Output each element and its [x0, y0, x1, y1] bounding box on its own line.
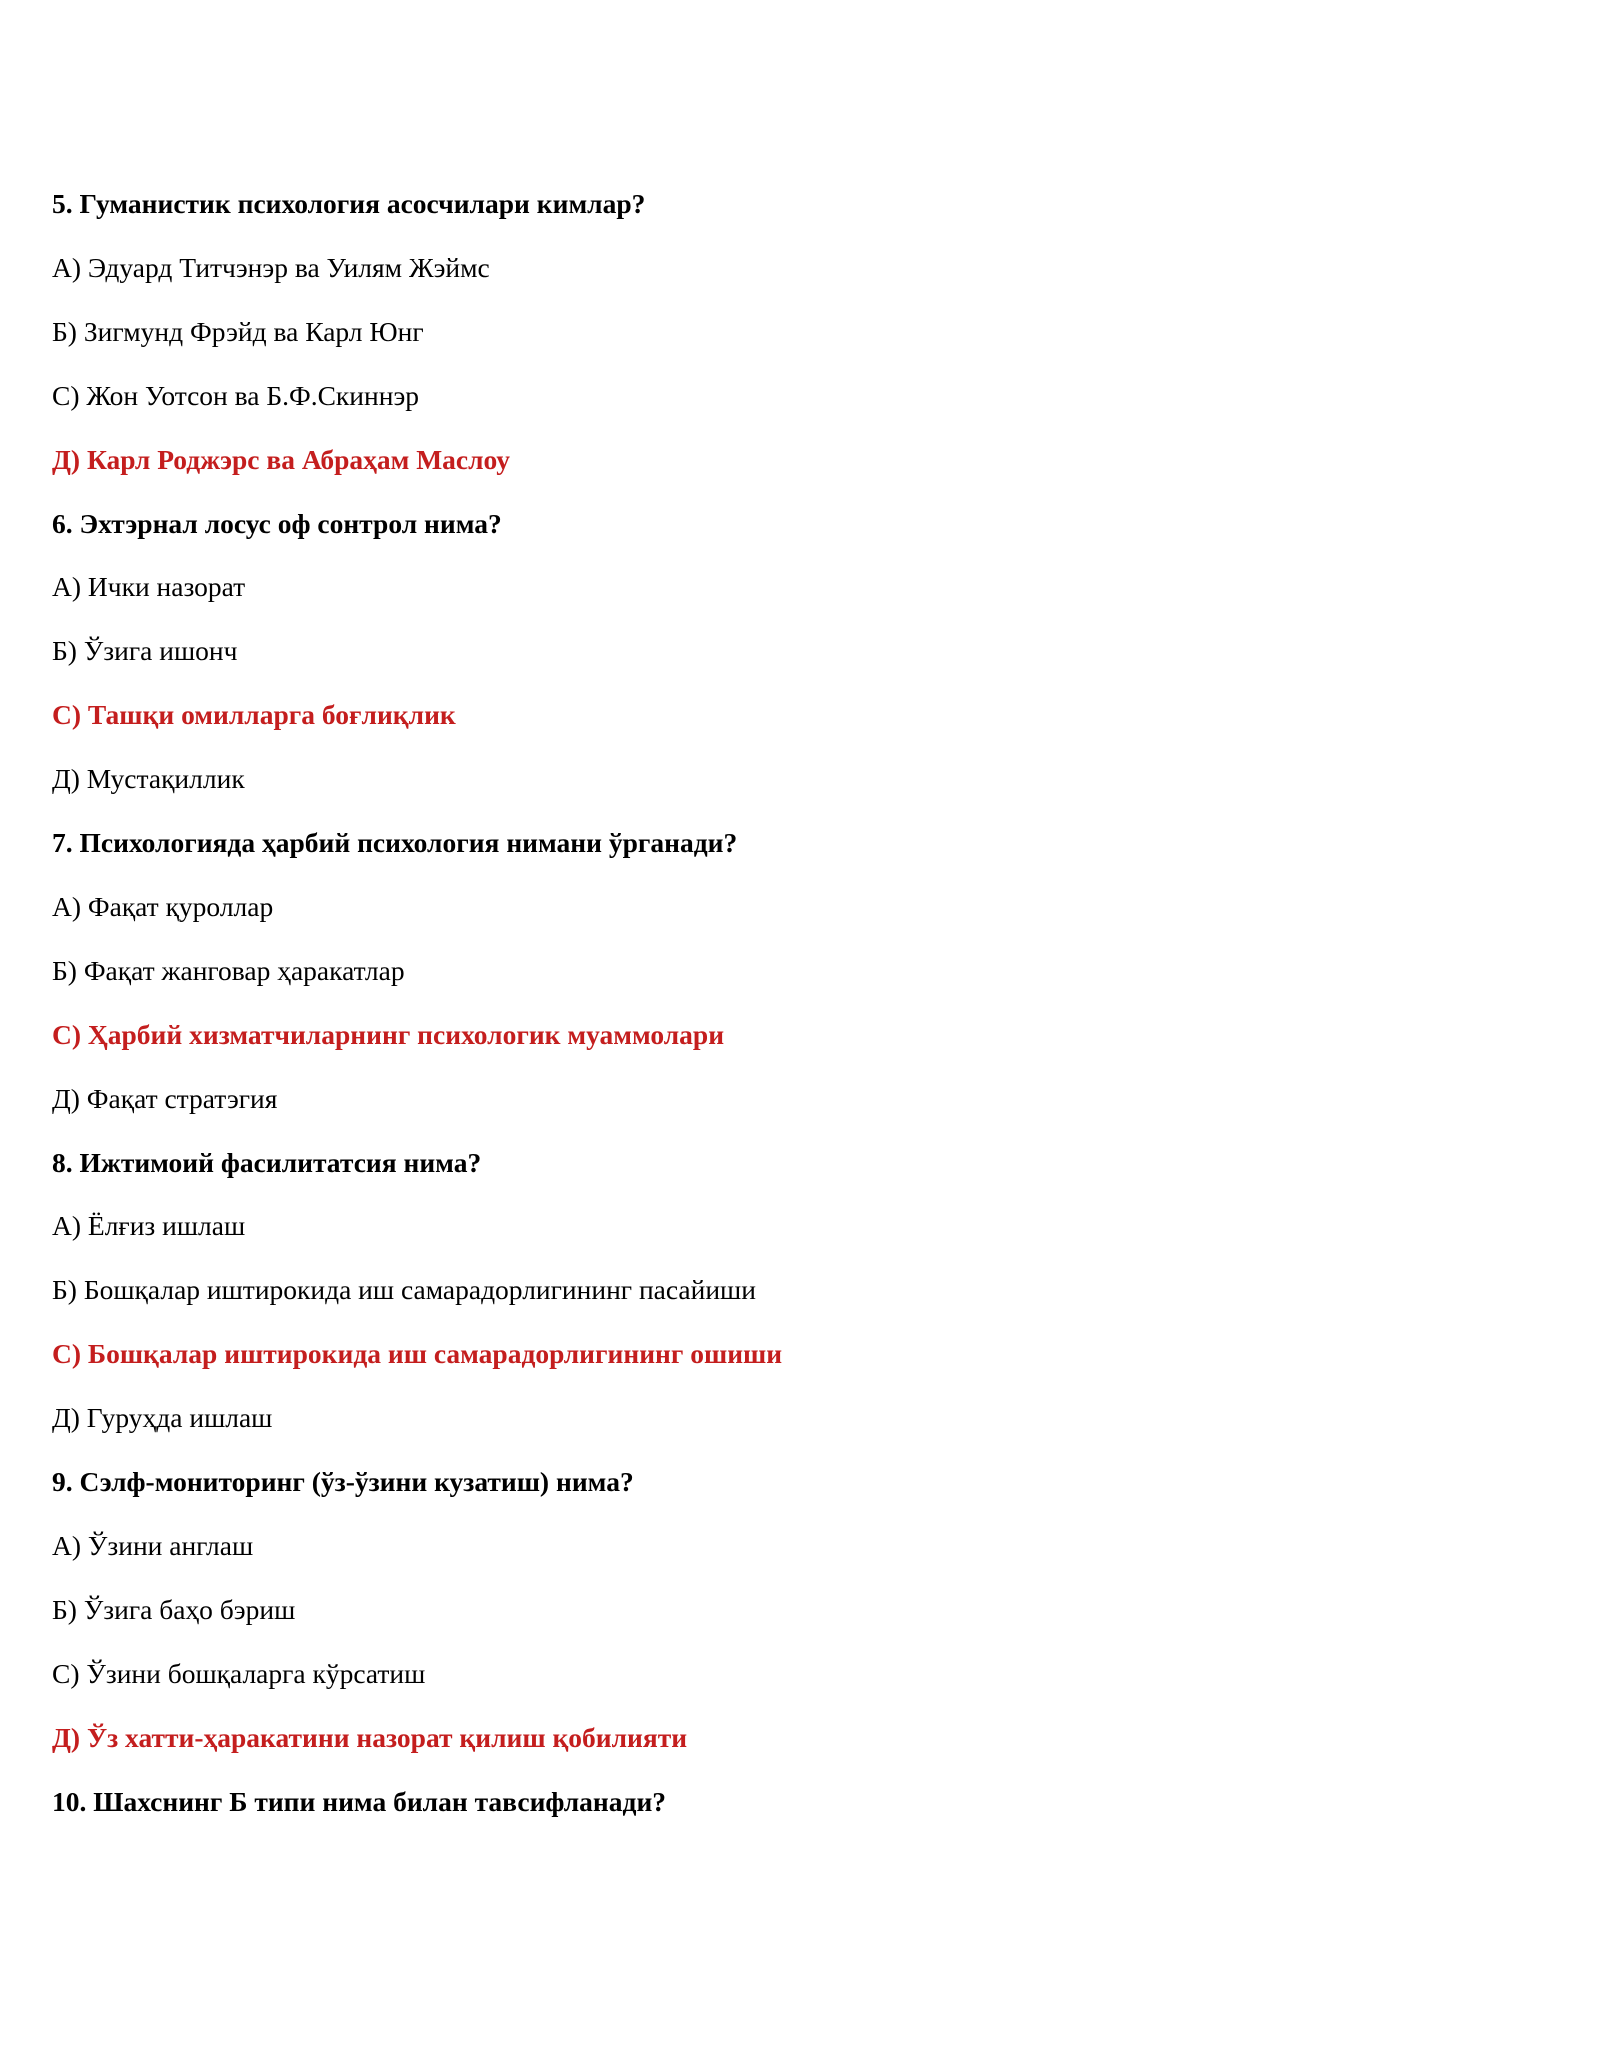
- answer-option: Д) Гуруҳда ишлаш: [52, 1402, 273, 1434]
- correct-answer-option: С) Ташқи омилларга боғлиқлик: [52, 699, 456, 731]
- correct-answer-option: С) Ҳарбий хизматчиларнинг психологик муаммолари: [52, 1018, 725, 1050]
- answer-option: А) Ўзини англаш: [52, 1529, 254, 1561]
- question-heading: 5. Гуманистик психология асосчилари кимлар?: [52, 188, 646, 219]
- answer-option: Б) Зигмунд Фрэйд ва Карл Юнг: [52, 315, 424, 347]
- answer-option: Д) Фақат стратэгия: [52, 1082, 278, 1114]
- answer-option: С) Ўзини бошқаларга кўрсатиш: [52, 1657, 426, 1689]
- question-heading: 10. Шахснинг Б типи нима билан тавсифланади?: [52, 1785, 667, 1817]
- answer-option: Б) Фақат жанговар ҳаракатлар: [52, 954, 405, 986]
- answer-option: А) Ёлғиз ишлаш: [52, 1210, 246, 1242]
- answer-option: С) Жон Уотсон ва Б.Ф.Скиннэр: [52, 379, 419, 411]
- answer-option: А) Эдуард Титчэнэр ва Уилям Жэймс: [52, 251, 490, 283]
- correct-answer-option: Д) Ўз хатти-ҳаракатини назорат қилиш қобилияти: [52, 1721, 688, 1753]
- answer-option: Д) Мустақиллик: [52, 763, 245, 795]
- answer-option: А) Фақат қуроллар: [52, 890, 274, 922]
- answer-option: А) Ички назорат: [52, 571, 246, 603]
- answer-option: Б) Бошқалар иштирокида иш самарадорлигининг пасайиши: [52, 1274, 756, 1306]
- question-heading: 7. Психологияда ҳарбий психология нимани ўрганади?: [52, 827, 738, 858]
- question-heading: 8. Ижтимоий фасилитатсия нима?: [52, 1146, 482, 1178]
- answer-option: Б) Ўзига ишонч: [52, 635, 238, 667]
- answer-option: Б) Ўзига баҳо бэриш: [52, 1593, 296, 1625]
- question-heading: 6. Эхтэрнал лосус оф сонтрол нима?: [52, 507, 502, 539]
- question-heading: 9. Сэлф-мониторинг (ўз-ўзини кузатиш) нима?: [52, 1466, 634, 1497]
- correct-answer-option: С) Бошқалар иштирокида иш самарадорлигининг ошиши: [52, 1338, 783, 1370]
- correct-answer-option: Д) Карл Роджэрс ва Абраҳам Маслоу: [52, 443, 511, 475]
